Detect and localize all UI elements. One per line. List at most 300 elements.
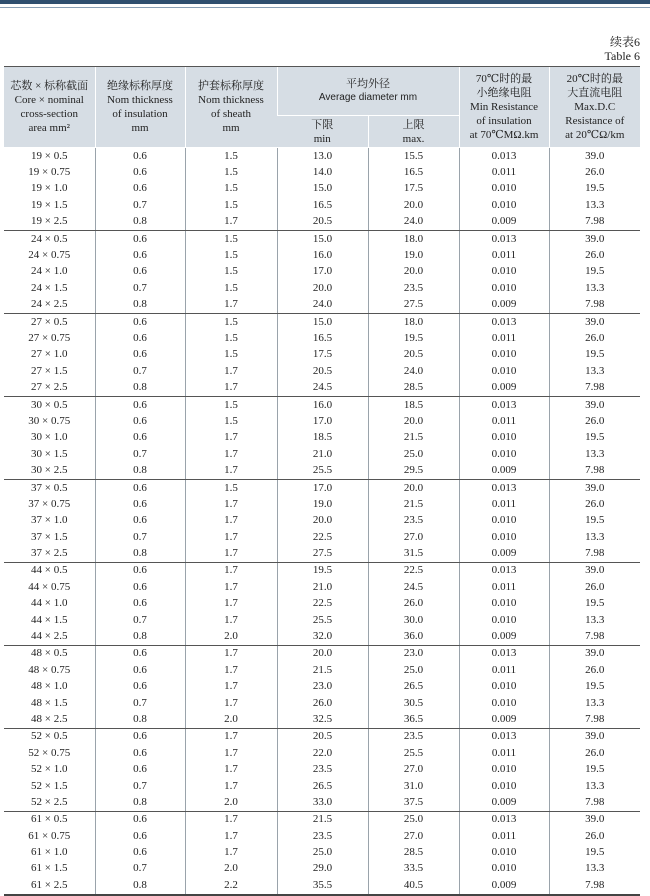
cell-insulation: 0.6: [95, 645, 185, 662]
table-row: [4, 446, 640, 462]
cell-core-size: 27 × 1.0: [31, 348, 68, 361]
cell-insulation: 0.6: [95, 347, 185, 363]
cell-max-dc-resistance: 7.98: [549, 628, 640, 645]
cell-max-dc-resistance: 13.3: [549, 861, 640, 877]
cell-diameter-max: 25.0: [368, 811, 459, 828]
cell-sheath: 1.7: [185, 645, 277, 662]
cell-insulation: 0.6: [95, 413, 185, 429]
cell-insulation: 0.6: [95, 313, 185, 330]
cell-max-dc-resistance: 39.0: [549, 148, 640, 165]
cell-min-resistance: 0.013: [459, 728, 549, 745]
cell-sheath: 1.7: [185, 446, 277, 462]
cell-min-resistance: 0.011: [459, 413, 549, 429]
cell-min-resistance: 0.009: [459, 379, 549, 396]
cell-diameter-max: 21.5: [368, 496, 459, 512]
table-row: [4, 396, 640, 413]
cell-min-resistance: 0.010: [459, 280, 549, 296]
cell-min-resistance: 0.009: [459, 214, 549, 231]
cell-diameter-min: 24.5: [277, 379, 368, 396]
table-row: [4, 462, 640, 479]
cell-diameter-max: 24.0: [368, 214, 459, 231]
cell-core-size: 19 × 1.5: [31, 198, 68, 211]
cell-diameter-min: 20.5: [277, 363, 368, 379]
cell-min-resistance: 0.013: [459, 148, 549, 165]
cell-diameter-min: 21.5: [277, 811, 368, 828]
cell-insulation: 0.8: [95, 462, 185, 479]
table-row: [4, 745, 640, 761]
cell-sheath: 1.5: [185, 197, 277, 213]
cell-diameter-min: 27.5: [277, 545, 368, 562]
cell-min-resistance: 0.010: [459, 347, 549, 363]
cell-sheath: 1.5: [185, 413, 277, 429]
cell-diameter-min: 18.5: [277, 430, 368, 446]
cell-sheath: 1.7: [185, 513, 277, 529]
cell-core-size: 24 × 1.5: [31, 281, 68, 294]
cell-diameter-min: 17.0: [277, 479, 368, 496]
cell-max-dc-resistance: 13.3: [549, 363, 640, 379]
cell-core-size: 48 × 2.5: [4, 711, 95, 728]
cell-insulation: 0.8: [95, 545, 185, 562]
cell-diameter-max: 37.5: [368, 794, 459, 811]
cell-sheath: 1.7: [185, 612, 277, 628]
cell-min-resistance: 0.010: [459, 197, 549, 213]
cell-diameter-min: 16.0: [277, 396, 368, 413]
cell-insulation: 0.8: [95, 379, 185, 396]
cell-core-size: 48 × 0.5: [31, 647, 68, 660]
cell-min-resistance: 0.010: [459, 844, 549, 860]
header-min: 下限 min: [277, 116, 368, 148]
cell-sheath: 2.2: [185, 877, 277, 894]
cell-insulation: 0.8: [95, 297, 185, 314]
cell-sheath: 2.0: [185, 794, 277, 811]
cell-core-size: 19 × 2.5: [4, 214, 95, 231]
cell-insulation: 0.7: [95, 695, 185, 711]
cell-diameter-min: 21.5: [277, 662, 368, 678]
table-row: [4, 297, 640, 314]
cell-insulation: 0.6: [95, 844, 185, 860]
table-row: [4, 794, 640, 811]
cell-min-resistance: 0.011: [459, 745, 549, 761]
cell-max-dc-resistance: 7.98: [549, 379, 640, 396]
cell-insulation: 0.6: [95, 181, 185, 197]
cell-core-size: 52 × 2.5: [4, 794, 95, 811]
cell-core-size: 48 × 1.5: [31, 696, 68, 709]
cell-insulation: 0.6: [95, 513, 185, 529]
cell-core-size: 27 × 0.5: [31, 315, 68, 328]
table-row: [4, 529, 640, 545]
cell-core-size: 30 × 1.0: [31, 431, 68, 444]
cell-diameter-max: 18.0: [368, 230, 459, 247]
cell-core-size: 61 × 0.5: [31, 813, 68, 826]
cell-min-resistance: 0.011: [459, 662, 549, 678]
header-insulation: 绝缘标称厚度 Nom thickness of insulation mm: [95, 67, 185, 148]
cell-core-size: 24 × 0.5: [31, 232, 68, 245]
cell-min-resistance: 0.011: [459, 247, 549, 263]
cell-insulation: 0.6: [95, 230, 185, 247]
header-max: 上限 max.: [368, 116, 459, 148]
cell-min-resistance: 0.010: [459, 861, 549, 877]
cell-core-size: 37 × 1.0: [31, 514, 68, 527]
cell-core-size: 61 × 2.5: [4, 877, 95, 894]
cell-core-size: 61 × 1.0: [31, 846, 68, 859]
cell-insulation: 0.8: [95, 214, 185, 231]
cell-diameter-max: 22.5: [368, 562, 459, 579]
cell-insulation: 0.7: [95, 778, 185, 794]
table-row: [4, 230, 640, 247]
cell-diameter-max: 20.0: [368, 264, 459, 280]
cell-min-resistance: 0.013: [459, 230, 549, 247]
cell-max-dc-resistance: 13.3: [549, 446, 640, 462]
cell-max-dc-resistance: 26.0: [549, 662, 640, 678]
cell-min-resistance: 0.013: [459, 562, 549, 579]
cell-sheath: 1.7: [185, 695, 277, 711]
cell-diameter-max: 23.5: [368, 280, 459, 296]
cell-insulation: 0.7: [95, 363, 185, 379]
cell-max-dc-resistance: 19.5: [549, 679, 640, 695]
cell-diameter-min: 33.0: [277, 794, 368, 811]
table-row: [4, 513, 640, 529]
cell-min-resistance: 0.009: [459, 877, 549, 894]
cell-max-dc-resistance: 7.98: [549, 794, 640, 811]
cell-max-dc-resistance: 7.98: [549, 877, 640, 894]
cell-core-size: 30 × 0.75: [28, 414, 71, 427]
cell-core-size: 30 × 2.5: [4, 462, 95, 479]
cell-insulation: 0.6: [95, 479, 185, 496]
cell-insulation: 0.8: [95, 711, 185, 728]
cell-min-resistance: 0.009: [459, 628, 549, 645]
cell-min-resistance: 0.010: [459, 695, 549, 711]
cell-min-resistance: 0.009: [459, 462, 549, 479]
cell-diameter-max: 27.0: [368, 828, 459, 844]
cell-diameter-min: 17.0: [277, 264, 368, 280]
cell-max-dc-resistance: 26.0: [549, 413, 640, 429]
cell-max-dc-resistance: 26.0: [549, 164, 640, 180]
cell-diameter-min: 24.0: [277, 297, 368, 314]
table-row: [4, 695, 640, 711]
header-sheath: 护套标称厚度 Nom thickness of sheath mm: [185, 67, 277, 148]
cell-insulation: 0.8: [95, 794, 185, 811]
cell-max-dc-resistance: 19.5: [549, 347, 640, 363]
cell-core-size: 52 × 1.0: [31, 763, 68, 776]
cell-core-size: 44 × 1.0: [31, 597, 68, 610]
cell-diameter-min: 22.5: [277, 529, 368, 545]
table-row: [4, 181, 640, 197]
cell-insulation: 0.6: [95, 828, 185, 844]
cell-diameter-min: 17.5: [277, 347, 368, 363]
cell-diameter-min: 20.0: [277, 280, 368, 296]
cell-diameter-max: 24.5: [368, 579, 459, 595]
cell-sheath: 1.5: [185, 181, 277, 197]
cell-core-size: 27 × 1.5: [31, 364, 68, 377]
cell-diameter-min: 35.5: [277, 877, 368, 894]
cell-max-dc-resistance: 13.3: [549, 197, 640, 213]
cell-diameter-max: 26.5: [368, 679, 459, 695]
cell-diameter-min: 20.0: [277, 513, 368, 529]
spec-table: [4, 66, 640, 896]
cell-core-size: 24 × 1.0: [31, 265, 68, 278]
cell-max-dc-resistance: 13.3: [549, 529, 640, 545]
cell-core-size: 27 × 2.5: [4, 379, 95, 396]
cell-diameter-max: 25.5: [368, 745, 459, 761]
table-row: [4, 363, 640, 379]
cell-min-resistance: 0.010: [459, 446, 549, 462]
cell-insulation: 0.7: [95, 612, 185, 628]
cell-diameter-max: 18.0: [368, 313, 459, 330]
cell-min-resistance: 0.011: [459, 828, 549, 844]
cell-diameter-min: 14.0: [277, 164, 368, 180]
table-row: [4, 562, 640, 579]
cell-diameter-min: 17.0: [277, 413, 368, 429]
cell-diameter-max: 36.5: [368, 711, 459, 728]
cell-min-resistance: 0.011: [459, 164, 549, 180]
cell-diameter-min: 25.5: [277, 612, 368, 628]
cell-diameter-min: 19.5: [277, 562, 368, 579]
cell-sheath: 2.0: [185, 711, 277, 728]
cell-sheath: 2.0: [185, 861, 277, 877]
cell-diameter-min: 26.0: [277, 695, 368, 711]
cell-core-size: 52 × 1.5: [31, 779, 68, 792]
top-rule: [0, 0, 650, 4]
cell-max-dc-resistance: 19.5: [549, 513, 640, 529]
cell-sheath: 1.5: [185, 148, 277, 165]
cell-min-resistance: 0.011: [459, 330, 549, 346]
cell-sheath: 1.7: [185, 496, 277, 512]
cell-insulation: 0.6: [95, 164, 185, 180]
cell-diameter-max: 29.5: [368, 462, 459, 479]
table-body: [4, 148, 640, 895]
cell-diameter-min: 23.0: [277, 679, 368, 695]
cell-insulation: 0.7: [95, 861, 185, 877]
cell-diameter-max: 23.5: [368, 513, 459, 529]
cell-diameter-max: 20.0: [368, 413, 459, 429]
cell-diameter-min: 26.5: [277, 778, 368, 794]
cell-max-dc-resistance: 13.3: [549, 612, 640, 628]
cell-min-resistance: 0.009: [459, 711, 549, 728]
table-header: [4, 67, 640, 148]
cell-diameter-min: 20.0: [277, 645, 368, 662]
cell-diameter-max: 40.5: [368, 877, 459, 894]
table-row: [4, 496, 640, 512]
cell-sheath: 1.5: [185, 280, 277, 296]
cell-diameter-min: 13.0: [277, 148, 368, 165]
cell-min-resistance: 0.010: [459, 430, 549, 446]
cell-diameter-max: 23.0: [368, 645, 459, 662]
cell-sheath: 1.5: [185, 264, 277, 280]
cell-diameter-min: 16.5: [277, 330, 368, 346]
cell-insulation: 0.6: [95, 728, 185, 745]
cell-diameter-max: 27.5: [368, 297, 459, 314]
cell-diameter-min: 21.0: [277, 579, 368, 595]
cell-sheath: 1.7: [185, 596, 277, 612]
cell-diameter-max: 31.5: [368, 545, 459, 562]
cell-sheath: 1.5: [185, 247, 277, 263]
cell-sheath: 1.5: [185, 396, 277, 413]
cell-diameter-min: 15.0: [277, 313, 368, 330]
cell-max-dc-resistance: 13.3: [549, 778, 640, 794]
cell-insulation: 0.6: [95, 396, 185, 413]
cell-insulation: 0.7: [95, 280, 185, 296]
cell-diameter-min: 32.0: [277, 628, 368, 645]
cell-diameter-min: 23.5: [277, 761, 368, 777]
cell-min-resistance: 0.010: [459, 761, 549, 777]
cell-min-resistance: 0.011: [459, 496, 549, 512]
cell-core-size: 19 × 1.0: [31, 182, 68, 195]
cell-sheath: 1.5: [185, 347, 277, 363]
cell-diameter-min: 32.5: [277, 711, 368, 728]
table-row: [4, 662, 640, 678]
cell-min-resistance: 0.009: [459, 545, 549, 562]
cell-diameter-max: 20.0: [368, 197, 459, 213]
table-row: [4, 247, 640, 263]
cell-insulation: 0.6: [95, 596, 185, 612]
cell-core-size: 37 × 0.5: [31, 481, 68, 494]
cell-diameter-min: 16.0: [277, 247, 368, 263]
cell-max-dc-resistance: 39.0: [549, 230, 640, 247]
cell-sheath: 1.7: [185, 828, 277, 844]
table-row: [4, 379, 640, 396]
cell-core-size: 44 × 1.5: [31, 613, 68, 626]
cell-diameter-max: 24.0: [368, 363, 459, 379]
table-row: [4, 828, 640, 844]
cell-sheath: 1.7: [185, 363, 277, 379]
cell-max-dc-resistance: 19.5: [549, 844, 640, 860]
table-row: [4, 811, 640, 828]
table-row: [4, 579, 640, 595]
caption-cn: 续表6: [609, 35, 640, 49]
cell-diameter-min: 20.5: [277, 214, 368, 231]
header-min-resistance: 70℃时的最 小绝缘电阻 Min Resistance of insulation at 70℃MΩ.km: [459, 67, 549, 148]
cell-max-dc-resistance: 19.5: [549, 430, 640, 446]
cell-max-dc-resistance: 39.0: [549, 562, 640, 579]
cell-max-dc-resistance: 39.0: [549, 479, 640, 496]
cell-max-dc-resistance: 13.3: [549, 695, 640, 711]
cell-max-dc-resistance: 13.3: [549, 280, 640, 296]
cell-diameter-min: 25.5: [277, 462, 368, 479]
cell-max-dc-resistance: 7.98: [549, 545, 640, 562]
cell-diameter-max: 30.0: [368, 612, 459, 628]
cell-sheath: 1.7: [185, 662, 277, 678]
cell-core-size: 30 × 1.5: [31, 447, 68, 460]
cell-diameter-max: 19.5: [368, 330, 459, 346]
cell-min-resistance: 0.010: [459, 529, 549, 545]
cell-max-dc-resistance: 39.0: [549, 396, 640, 413]
table-row: [4, 479, 640, 496]
table-row: [4, 761, 640, 777]
cell-sheath: 1.7: [185, 562, 277, 579]
header-max-dc-resistance: 20℃时的最 大直流电阻 Max.D.C Resistance of at 20℃Ω/km: [549, 67, 640, 148]
cell-diameter-max: 26.0: [368, 596, 459, 612]
cell-core-size: 24 × 0.75: [28, 249, 71, 262]
cell-min-resistance: 0.010: [459, 612, 549, 628]
cell-sheath: 1.7: [185, 728, 277, 745]
cell-max-dc-resistance: 7.98: [549, 297, 640, 314]
cell-sheath: 1.7: [185, 297, 277, 314]
cell-min-resistance: 0.010: [459, 596, 549, 612]
cell-diameter-min: 16.5: [277, 197, 368, 213]
cell-max-dc-resistance: 39.0: [549, 645, 640, 662]
cell-sheath: 1.5: [185, 230, 277, 247]
table-row: [4, 645, 640, 662]
cell-min-resistance: 0.009: [459, 297, 549, 314]
cell-max-dc-resistance: 39.0: [549, 313, 640, 330]
table-row: [4, 214, 640, 231]
cell-core-size: 19 × 0.75: [28, 166, 71, 179]
cell-sheath: 1.7: [185, 579, 277, 595]
cell-core-size: 61 × 1.5: [31, 862, 68, 875]
cell-diameter-max: 25.0: [368, 446, 459, 462]
cell-sheath: 1.7: [185, 778, 277, 794]
cell-max-dc-resistance: 7.98: [549, 214, 640, 231]
table-row: [4, 313, 640, 330]
cell-sheath: 1.7: [185, 811, 277, 828]
cell-diameter-max: 23.5: [368, 728, 459, 745]
cell-min-resistance: 0.010: [459, 778, 549, 794]
table-caption: [605, 35, 640, 63]
cell-diameter-min: 19.0: [277, 496, 368, 512]
cell-max-dc-resistance: 26.0: [549, 496, 640, 512]
cell-core-size: 52 × 0.5: [31, 730, 68, 743]
cell-insulation: 0.6: [95, 761, 185, 777]
cell-diameter-max: 18.5: [368, 396, 459, 413]
cell-min-resistance: 0.013: [459, 811, 549, 828]
cell-min-resistance: 0.013: [459, 479, 549, 496]
cell-diameter-max: 25.0: [368, 662, 459, 678]
cell-max-dc-resistance: 19.5: [549, 596, 640, 612]
cell-diameter-max: 20.5: [368, 347, 459, 363]
cell-max-dc-resistance: 7.98: [549, 462, 640, 479]
table-row: [4, 844, 640, 860]
cell-core-size: 37 × 1.5: [31, 530, 68, 543]
cell-insulation: 0.6: [95, 662, 185, 678]
cell-insulation: 0.6: [95, 264, 185, 280]
cell-insulation: 0.6: [95, 330, 185, 346]
table-row: [4, 264, 640, 280]
cell-sheath: 1.7: [185, 745, 277, 761]
caption-en: Table 6: [604, 49, 640, 63]
cell-min-resistance: 0.011: [459, 579, 549, 595]
cell-min-resistance: 0.010: [459, 513, 549, 529]
cell-insulation: 0.7: [95, 446, 185, 462]
cell-max-dc-resistance: 39.0: [549, 811, 640, 828]
cell-core-size: 30 × 0.5: [31, 398, 68, 411]
header-core: 芯数 × 标称截面 Core × nominal cross-section area mm²: [4, 67, 95, 148]
cell-sheath: 1.5: [185, 164, 277, 180]
header-avg-diameter: 平均外径 Average diameter mm: [277, 67, 459, 116]
cell-diameter-max: 20.0: [368, 479, 459, 496]
cell-diameter-max: 33.5: [368, 861, 459, 877]
cell-sheath: 1.7: [185, 379, 277, 396]
cell-core-size: 48 × 0.75: [28, 663, 71, 676]
cell-diameter-max: 17.5: [368, 181, 459, 197]
cell-max-dc-resistance: 39.0: [549, 728, 640, 745]
cell-insulation: 0.7: [95, 529, 185, 545]
table-row: [4, 711, 640, 728]
cell-core-size: 61 × 0.75: [28, 829, 71, 842]
cell-diameter-max: 27.0: [368, 529, 459, 545]
cell-max-dc-resistance: 26.0: [549, 330, 640, 346]
cell-insulation: 0.6: [95, 579, 185, 595]
cell-diameter-max: 27.0: [368, 761, 459, 777]
cell-sheath: 1.7: [185, 529, 277, 545]
cell-diameter-min: 22.0: [277, 745, 368, 761]
cell-diameter-max: 21.5: [368, 430, 459, 446]
cell-sheath: 1.7: [185, 214, 277, 231]
table-row: [4, 596, 640, 612]
cell-core-size: 37 × 2.5: [4, 545, 95, 562]
table-row: [4, 148, 640, 165]
cell-min-resistance: 0.010: [459, 264, 549, 280]
cell-diameter-max: 31.0: [368, 778, 459, 794]
